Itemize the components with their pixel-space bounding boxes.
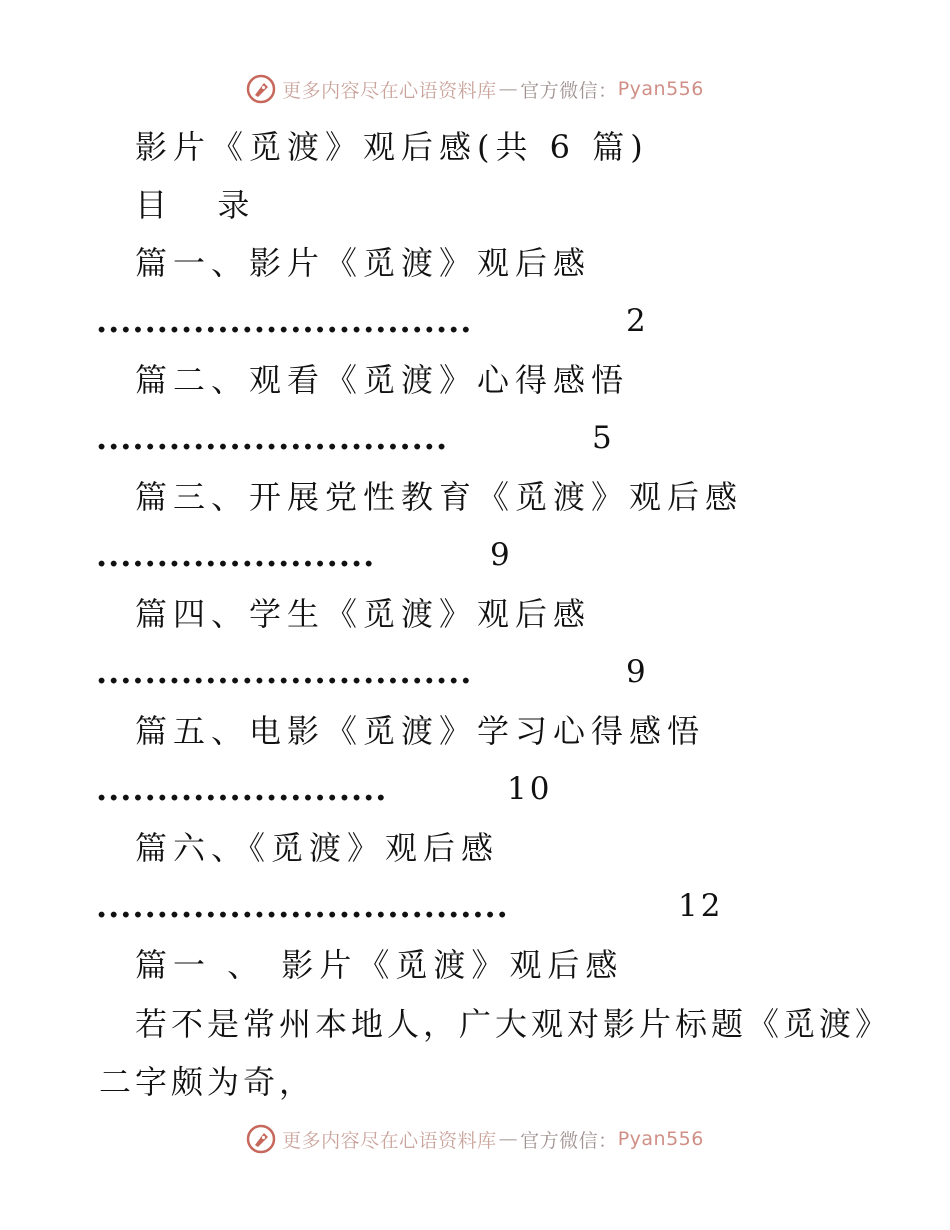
pen-nib-icon xyxy=(246,74,276,104)
watermark-separator: — xyxy=(498,78,519,100)
toc-entry-1-leader: ............................... xyxy=(96,302,473,340)
toc-entry-3-page: 9 xyxy=(490,537,513,573)
watermark-label: 官方微信： xyxy=(520,1129,618,1152)
toc-entry-5-leader: ........................ xyxy=(96,770,388,808)
toc-entry-5-label: 篇五、电影《觅渡》学习心得感悟 xyxy=(135,712,706,750)
toc-heading: 目 录 xyxy=(135,186,260,224)
header-watermark xyxy=(0,71,950,107)
toc-entry-1-label: 篇一、影片《觅渡》观后感 xyxy=(135,244,592,282)
toc-entry-3-leader: ....................... xyxy=(96,536,376,574)
toc-entry-6-leader: .................................. xyxy=(96,887,509,925)
watermark-separator: — xyxy=(498,1128,519,1150)
toc-entry-2-leader: ............................. xyxy=(96,419,449,457)
toc-entry-4-leader: ............................... xyxy=(96,653,473,691)
watermark-site: 更多内容尽在心语资料库 xyxy=(282,1129,497,1152)
body-paragraph-line-1: 若不是常州本地人，广大观对影片标题《觅渡》 xyxy=(135,1005,892,1043)
watermark-label: 官方微信： xyxy=(520,79,618,102)
pen-nib-icon xyxy=(246,1124,276,1154)
watermark-id: Pyan556 xyxy=(617,78,704,100)
toc-entry-4-page: 9 xyxy=(626,654,649,690)
toc-entry-2-label: 篇二、观看《觅渡》心得感悟 xyxy=(135,361,630,399)
body-paragraph-line-2: 二字颇为奇， xyxy=(99,1063,316,1101)
toc-entry-5-page: 10 xyxy=(507,771,553,807)
toc-entry-2-page: 5 xyxy=(592,420,615,456)
document-title: 影片《觅渡》观后感(共 6 篇) xyxy=(135,128,649,166)
section-heading: 篇一 、 影片《觅渡》观后感 xyxy=(135,946,624,984)
watermark-id: Pyan556 xyxy=(617,1128,704,1150)
footer-watermark xyxy=(0,1121,950,1157)
toc-entry-1-page: 2 xyxy=(626,303,649,339)
toc-entry-6-label: 篇六、《觅渡》观后感 xyxy=(135,829,500,867)
toc-entry-3-label: 篇三、开展党性教育《觅渡》观后感 xyxy=(135,478,744,516)
toc-entry-6-page: 12 xyxy=(678,888,724,924)
watermark-site: 更多内容尽在心语资料库 xyxy=(282,79,497,102)
toc-entry-4-label: 篇四、学生《觅渡》观后感 xyxy=(135,595,592,633)
